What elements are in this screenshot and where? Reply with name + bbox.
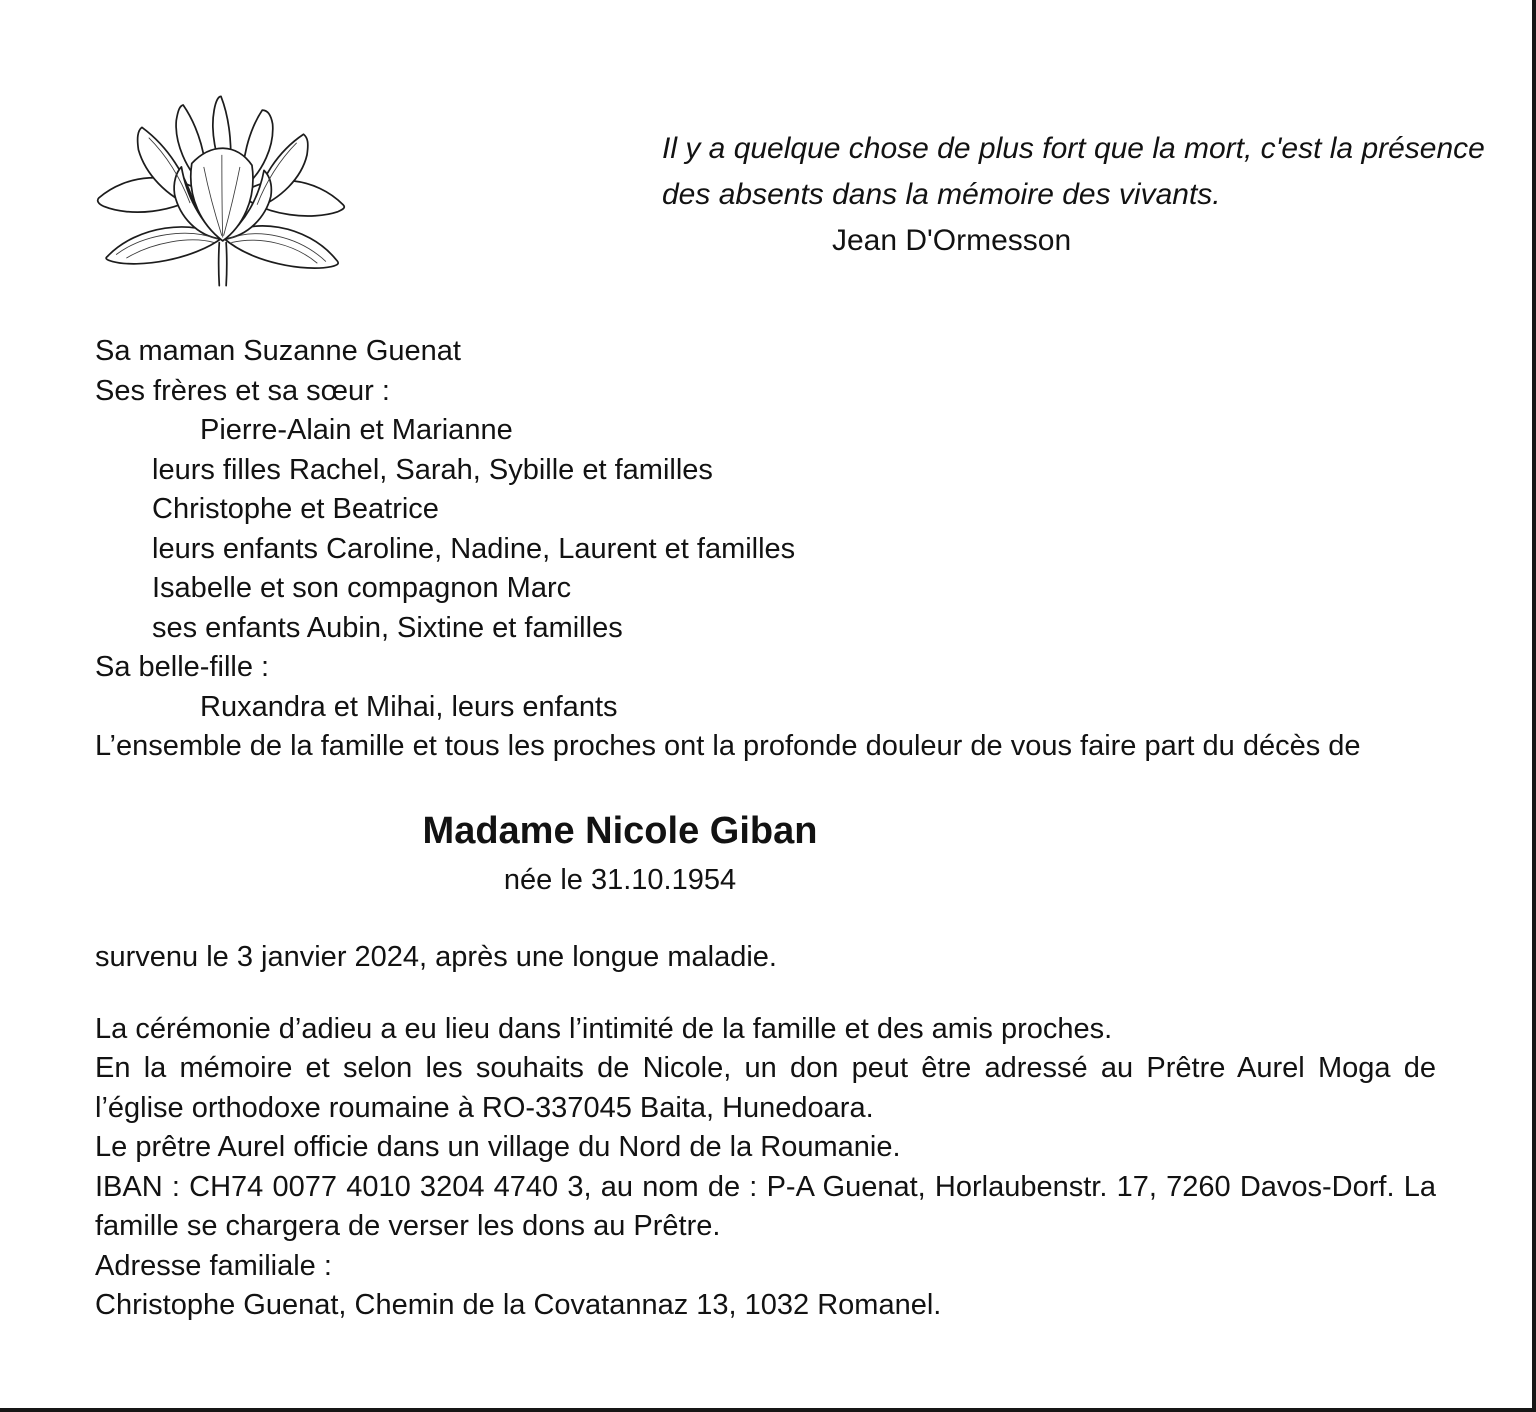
family-line: Christophe et Beatrice — [152, 493, 439, 525]
quote-line-2: des absents dans la mémoire des vivants. — [662, 178, 1221, 211]
family-line: Isabelle et son compagnon Marc — [152, 572, 572, 604]
paragraph: survenu le 3 janvier 2024, après une longue maladie. — [95, 941, 777, 973]
family-list — [95, 332, 1436, 767]
paragraph: La cérémonie d’adieu a eu lieu dans l’intimité de la famille et des amis proches. — [95, 1012, 1113, 1045]
family-line: Pierre-Alain et Marianne — [200, 414, 513, 446]
family-line: Sa belle-fille : — [95, 651, 270, 683]
lotus-flower-icon — [92, 86, 350, 296]
quote-line-1: Il y a quelque chose de plus fort que la mort, c'est la présence — [662, 132, 1485, 165]
paragraph: Christophe Guenat, Chemin de la Covatannaz 13, 1032 Romanel. — [95, 1289, 942, 1321]
paragraph: Le prêtre Aurel officie dans un village du Nord de la Roumanie. — [95, 1131, 901, 1163]
family-line: Sa maman Suzanne Guenat — [95, 335, 461, 367]
family-line: leurs filles Rachel, Sarah, Sybille et familles — [152, 453, 713, 486]
family-line: leurs enfants Caroline, Nadine, Laurent et familles — [152, 532, 796, 565]
family-line: Ruxandra et Mihai, leurs enfants — [200, 690, 618, 723]
memorial-quote — [662, 126, 1485, 264]
family-line: ses enfants Aubin, Sixtine et familles — [152, 611, 623, 644]
quote-attribution: Jean D'Ormesson — [832, 224, 1072, 257]
birth-date-line: née le 31.10.1954 — [503, 863, 737, 896]
deceased-name: Madame Nicole Giban — [422, 809, 818, 852]
document-body — [0, 332, 1532, 1326]
family-line: L’ensemble de la famille et tous les proches ont la profonde douleur de vous faire part du décès de — [95, 730, 1361, 762]
paragraph: En la mémoire et selon les souhaits de Nicole, un don peut être adressé au Prêtre Aurel Moga de l’église orthodoxe roumaine à RO-337045 Baita, Hunedoara. — [95, 1052, 1436, 1124]
paragraph: Adresse familiale : — [95, 1249, 332, 1282]
family-line: Ses frères et sa sœur : — [95, 374, 390, 407]
document-header — [0, 0, 1532, 332]
deceased-title-block — [95, 807, 1145, 901]
paragraphs — [95, 938, 1436, 1326]
paragraph: IBAN : CH74 0077 4010 3204 4740 3, au nom de : P-A Guenat, Horlaubenstr. 17, 7260 Davos-Dorf. La famille se chargera de verser les dons au Prêtre. — [95, 1170, 1436, 1242]
